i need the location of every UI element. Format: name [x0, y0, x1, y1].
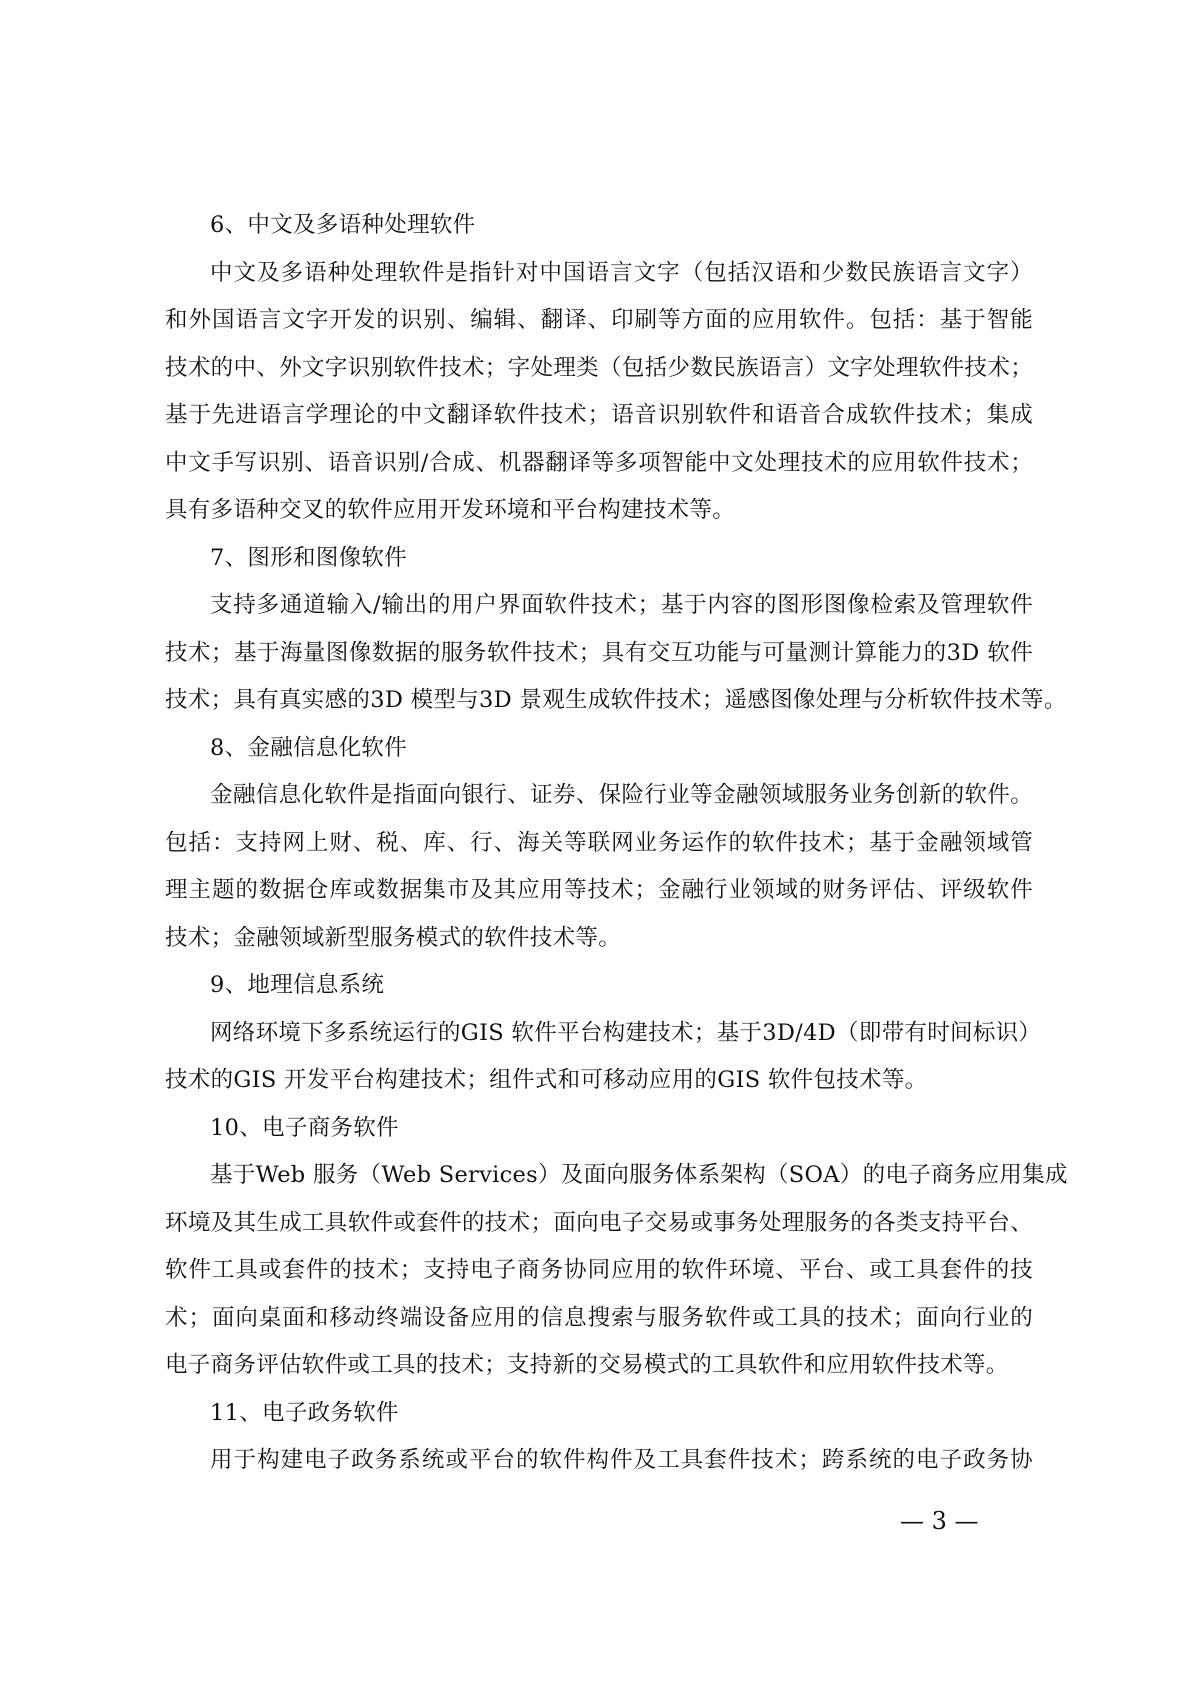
section-heading-graphics-image-software: 7、图形和图像软件 — [210, 544, 408, 571]
paragraph-line: 软件工具或套件的技术；支持电子商务协同应用的软件环境、平台、或工具套件的技 — [165, 1257, 1033, 1283]
section-heading-gis: 9、地理信息系统 — [210, 972, 385, 998]
paragraph-line: 环境及其生成工具软件或套件的技术；面向电子交易或事务处理服务的各类支持平台、 — [165, 1209, 1033, 1236]
paragraph-line: 电子商务评估软件或工具的技术；支持新的交易模式的工具软件和应用软件技术等。 — [165, 1352, 1009, 1378]
section-heading-ecommerce-software: 10、电子商务软件 — [210, 1114, 399, 1141]
paragraph-line: 技术的中、外文字识别软件技术；字处理类（包括少数民族语言）文字处理软件技术； — [165, 354, 1033, 381]
paragraph-line: 包括：支持网上财、税、库、行、海关等联网业务运作的软件技术；基于金融领域管 — [165, 829, 1033, 856]
section-heading-financial-software: 8、金融信息化软件 — [210, 734, 408, 761]
paragraph-line: 中文手写识别、语音识别/合成、机器翻译等多项智能中文处理技术的应用软件技术； — [165, 449, 1033, 476]
paragraph-line: 基于先进语言学理论的中文翻译软件技术；语音识别软件和语音合成软件技术；集成 — [165, 402, 1033, 428]
paragraph-line: 具有多语种交叉的软件应用开发环境和平台构建技术等。 — [165, 497, 736, 523]
paragraph-line: 和外国语言文字开发的识别、编辑、翻译、印刷等方面的应用软件。包括：基于智能 — [165, 307, 1033, 333]
paragraph-line: 技术；基于海量图像数据的服务软件技术；具有交互功能与可量测计算能力的3D 软件 — [165, 639, 1033, 666]
paragraph-line: 用于构建电子政务系统或平台的软件构件及工具套件技术；跨系统的电子政务协 — [210, 1447, 1033, 1473]
paragraph-line: 基于Web 服务（Web Services）及面向服务体系架构（SOA）的电子商务应用集成 — [210, 1162, 1068, 1188]
page-number: — 3 — — [900, 1507, 979, 1535]
paragraph-line: 技术的GIS 开发平台构建技术；组件式和可移动应用的GIS 软件包技术等。 — [165, 1067, 928, 1093]
paragraph-line: 术；面向桌面和移动终端设备应用的信息搜索与服务软件或工具的技术；面向行业的 — [165, 1304, 1033, 1331]
section-heading-egovernment-software: 11、电子政务软件 — [210, 1399, 399, 1426]
body-text — [165, 202, 1068, 1485]
paragraph-line: 金融信息化软件是指面向银行、证券、保险行业等金融领域服务业务创新的软件。 — [210, 782, 1033, 808]
section-heading-chinese-multilingual-software: 6、中文及多语种处理软件 — [210, 212, 476, 238]
paragraph-line: 支持多通道输入/输出的用户界面软件技术；基于内容的图形图像检索及管理软件 — [210, 592, 1033, 618]
paragraph-line: 理主题的数据仓库或数据集市及其应用等技术；金融行业领域的财务评估、评级软件 — [165, 877, 1033, 903]
paragraph-line: 中文及多语种处理软件是指针对中国语言文字（包括汉语和少数民族语言文字） — [210, 259, 1033, 286]
paragraph-line: 技术；金融领域新型服务模式的软件技术等。 — [165, 924, 622, 951]
paragraph-line: 技术；具有真实感的3D 模型与3D 景观生成软件技术；遥感图像处理与分析软件技术等。 — [165, 687, 1067, 713]
paragraph-line: 网络环境下多系统运行的GIS 软件平台构建技术；基于3D/4D（即带有时间标识） — [210, 1019, 1042, 1046]
